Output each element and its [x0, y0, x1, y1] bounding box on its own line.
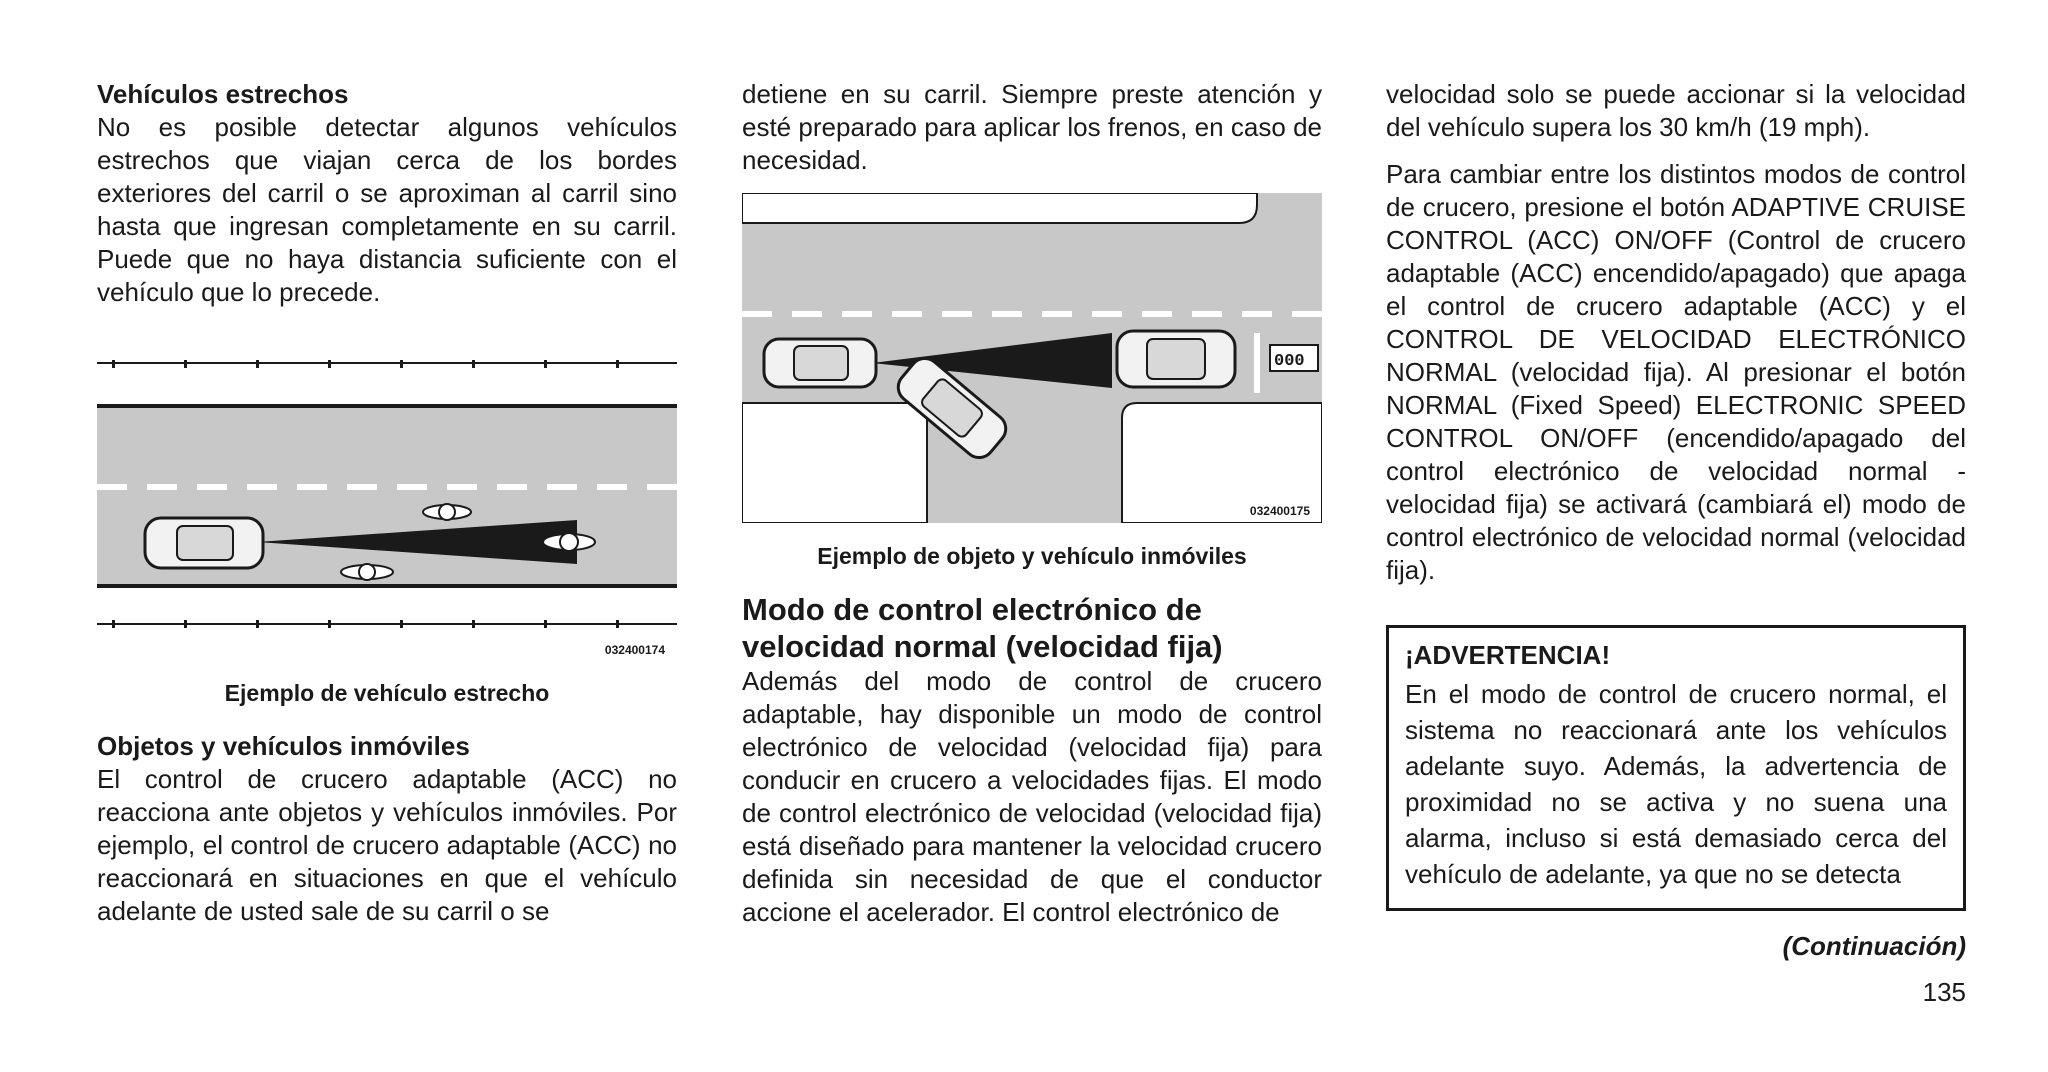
caption-narrow-vehicle: Ejemplo de vehículo estrecho: [224, 680, 550, 706]
page-number: 135: [1922, 977, 1966, 1007]
narrow-vehicle-illustration: [97, 332, 677, 662]
heading-normal-speed-control: Modo de control electrónico de velocidad normal (velocidad fija): [742, 592, 1223, 664]
paragraph-switch-modes: Para cambiar entre los distintos modos de control de crucero, presione el botón ADAPTIVE CRUISE CONTROL (ACC) ON/OFF (Control de crucero adaptable (ACC) encendido/apagado) que apaga el control de crucero adaptable (ACC) y el CONTROL DE VELOCIDAD ELECTRÓNICO NORMAL (velocidad fija). Al presionar el botón NORMAL (Fixed Speed) ELECTRONIC SPEED CONTROL ON/OFF (encendido/apagado del control electrónico de velocidad normal - velocidad fija) se activará (cambiará el) modo de control electrónico de velocidad normal (velocidad fija).: [1386, 159, 1966, 585]
column-middle: [742, 78, 1322, 929]
column-right: [1386, 78, 1966, 1009]
paragraph-narrow-vehicles: No es posible detectar algunos vehículos estrechos que viajan cerca de los bordes exteriores del carril o se aproximan al carril sino hasta que ingresan completamente en su carril. Puede que no haya distancia suficiente con el vehículo que lo precede.: [97, 112, 677, 307]
warning-box: [1386, 625, 1966, 911]
figure-stationary-vehicle: [742, 193, 1322, 523]
car-icon: [145, 518, 263, 568]
column-left: [97, 78, 677, 928]
figure-code-label: 032400175: [1246, 503, 1314, 519]
paragraph-stationary-objects: El control de crucero adaptable (ACC) no reacciona ante objetos y vehículos inmóviles. Por ejemplo, el control de crucero adaptable (ACC) no reaccionará en situaciones en que el vehículo adelante de usted sale de su carril o se: [97, 764, 677, 926]
paragraph-normal-speed-control: Además del modo de control de crucero adaptable, hay disponible un modo de control electrónico de velocidad (velocidad fija) para conducir en crucero a velocidades fijas. El modo de control electrónico de velocidad (velocidad fija) está diseñado para mantener la velocidad crucero definida sin necesidad de que el conductor accione el acelerador. El control electrónico de: [742, 666, 1322, 927]
figure-narrow-vehicle: [97, 332, 677, 662]
continuation-label: (Continuación): [1782, 931, 1966, 961]
heading-narrow-vehicles: Vehículos estrechos: [97, 79, 349, 109]
car-icon: [1117, 331, 1235, 387]
caption-stationary-vehicle: Ejemplo de objeto y vehículo inmóviles: [817, 543, 1247, 569]
figure-code-label: 032400174: [601, 642, 669, 658]
car-icon: [764, 339, 876, 387]
paragraph-speed-threshold: velocidad solo se puede accionar si la velocidad del vehículo supera los 30 km/h (19 mph).: [1386, 79, 1966, 142]
sign-text: 000: [1274, 352, 1305, 371]
paragraph-continued-brakes: detiene en su carril. Siempre preste atención y esté preparado para aplicar los frenos, en caso de necesidad.: [742, 79, 1322, 175]
heading-stationary-objects: Objetos y vehículos inmóviles: [97, 731, 470, 761]
stationary-vehicle-illustration: [742, 193, 1322, 523]
warning-text: En el modo de control de crucero normal, el sistema no reaccionará ante los vehículos adelante suyo. Además, la advertencia de proximidad no se activa y no suena una alarma, incluso si está demasiado cerca del vehículo de adelante, ya que no se detecta: [1405, 679, 1947, 889]
warning-title: ¡ADVERTENCIA!: [1405, 640, 1611, 670]
